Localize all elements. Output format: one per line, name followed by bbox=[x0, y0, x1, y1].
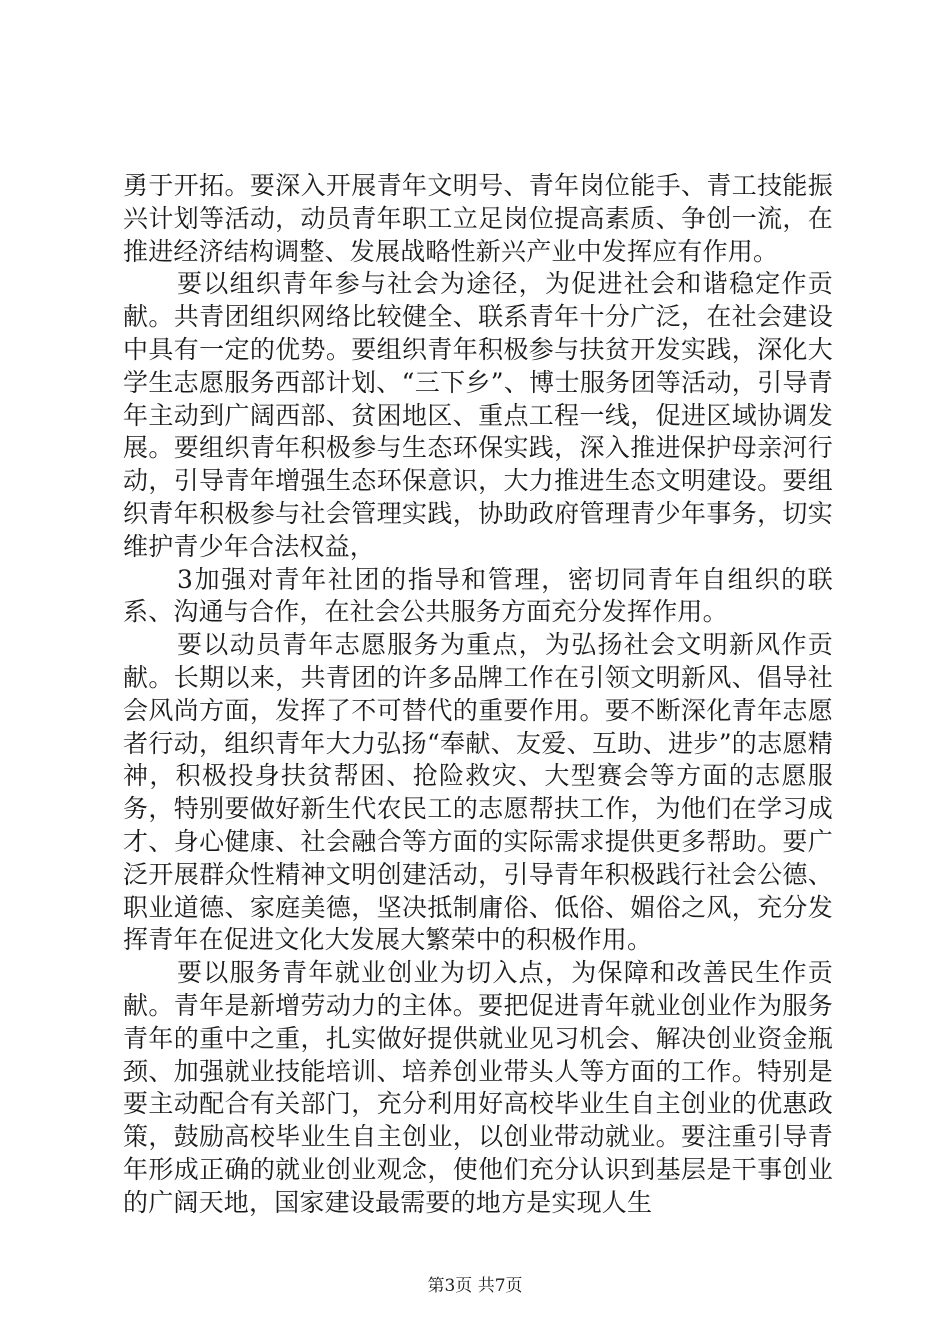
document-body bbox=[123, 170, 833, 1220]
paragraph-1: 勇于开拓。要深入开展青年文明号、青年岗位能手、青工技能振兴计划等活动，动员青年职工立足岗位提高素质、争创一流，在推进经济结构调整、发展战略性新兴产业中发挥应有作用。 bbox=[123, 171, 833, 266]
paragraph-4: 要以动员青年志愿服务为重点，为弘扬社会文明新风作贡献。长期以来，共青团的许多品牌工作在引领文明新风、倡导社会风尚方面，发挥了不可替代的重要作用。要不断深化青年志愿者行动，组织青年大力弘扬“奉献、友爱、互助、进步”的志愿精神，积极投身扶贫帮困、抢险救灾、大型赛会等方面的志愿服务，特别要做好新生代农民工的志愿帮扶工作，为他们在学习成才、身心健康、社会融合等方面的实际需求提供更多帮助。要广泛开展群众性精神文明创建活动，引导青年积极践行社会公德、职业道德、家庭美德，坚决抵制庸俗、低俗、媚俗之风，充分发挥青年在促进文化大发展大繁荣中的积极作用。 bbox=[123, 630, 833, 955]
paragraph-5: 要以服务青年就业创业为切入点，为保障和改善民生作贡献。青年是新增劳动力的主体。要把促进青年就业创业作为服务青年的重中之重，扎实做好提供就业见习机会、解决创业资金瓶颈、加强就业技能培训、培养创业带头人等方面的工作。特别是要主动配合有关部门，充分利用好高校毕业生自主创业的优惠政策，鼓励高校毕业生自主创业，以创业带动就业。要注重引导青年形成正确的就业创业观念，使他们充分认识到基层是干事创业的广阔天地，国家建设最需要的地方是实现人生 bbox=[123, 958, 833, 1217]
paragraph-2: 要以组织青年参与社会为途径，为促进社会和谐稳定作贡献。共青团组织网络比较健全、联系青年十分广泛，在社会建设中具有一定的优势。要组织青年积极参与扶贫开发实践，深化大学生志愿服务西部计划、“三下乡”、博士服务团等活动，引导青年主动到广阔西部、贫困地区、重点工程一线，促进区域协调发展。要组织青年积极参与生态环保实践，深入推进保护母亲河行动，引导青年增强生态环保意识，大力推进生态文明建设。要组织青年积极参与社会管理实践，协助政府管理青少年事务，切实维护青少年合法权益， bbox=[123, 269, 833, 561]
paragraph-3: 3加强对青年社团的指导和管理，密切同青年自组织的联系、沟通与合作，在社会公共服务方面充分发挥作用。 bbox=[123, 564, 833, 627]
page-footer: 第3页 共7页 bbox=[427, 1276, 523, 1296]
